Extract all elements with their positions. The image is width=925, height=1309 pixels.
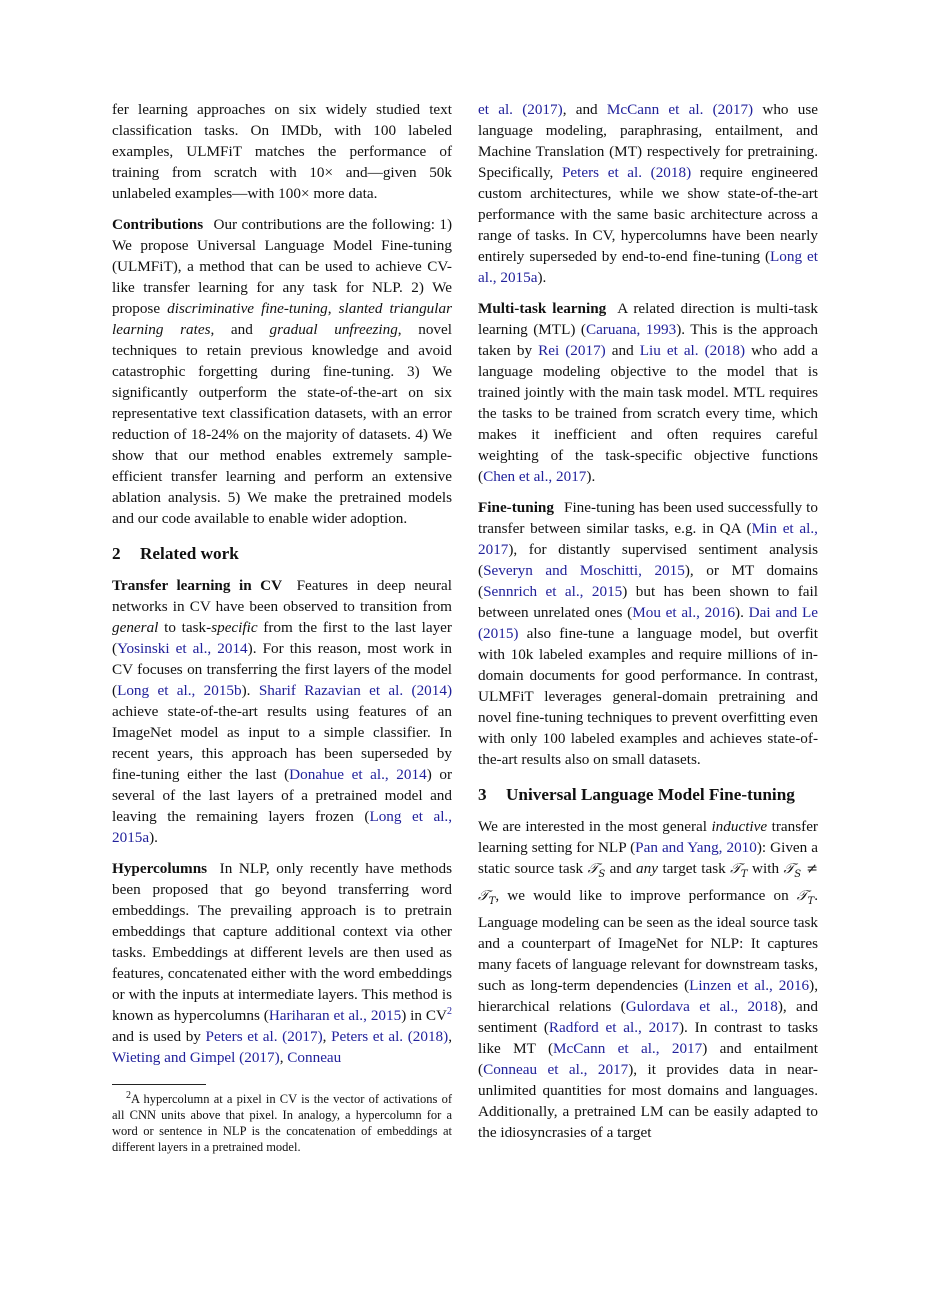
hypercolumns-paragraph [112,858,452,1068]
emphasis: slanted triangular learning rates [112,300,453,338]
text: and [605,860,637,877]
text: ) but has been shown to fail between unrelated ones ( [478,583,818,621]
text: ). For this reason, most work in CV focuses on transferring the first layers of the model ( [112,640,452,699]
citation-link[interactable]: Dai and Le (2015) [478,604,819,642]
text: ). [735,604,749,621]
citation-link[interactable]: Min et al., 2017 [478,520,818,558]
text: require engineered custom architectures, while we show state-of-the-art performance with the same basic architecture across a range of tasks. In CV, hypercolumns have been nearly entirely superseded by end-to-end fine-tuning ( [478,164,819,265]
citation-link[interactable]: Liu et al. (2018) [639,342,746,359]
text: ) and entailment ( [478,1039,818,1078]
text: and [605,342,640,359]
text: In NLP, only recently have methods been proposed that go beyond transferring word embeddings. The prevailing approach is to pretrain embeddings that capture additional context via other tasks. Embeddings at different levels are then used as features, concatenated either with the word embeddings or with the inputs at intermediate layers. This method is known as hypercolumns ( [112,860,453,1024]
section-title: Universal Language Model Fine-tuning [506,785,795,804]
text: , and [562,101,607,118]
text: A related direction is multi-task learning (MTL) ( [478,300,818,338]
citation-link[interactable]: Sennrich et al., 2015 [483,583,623,600]
text: , [327,300,339,317]
footnote-divider [112,1084,206,1085]
citation-link[interactable]: Long et al., 2015a [112,808,453,846]
text: ), and sentiment ( [478,997,818,1036]
citation-link[interactable]: Chen et al., 2017 [483,468,587,485]
citation-link[interactable]: Conneau et al., 2017 [483,1060,629,1078]
text: who use language modeling, paraphrasing, entailment, and Machine Translation (MT) respectively for pretraining. Specifically, [478,101,818,181]
emphasis: discriminative fine-tuning [167,300,328,317]
right-column [478,99,818,1143]
text: ). [537,269,547,286]
citation-link[interactable]: Yosinski et al., 2014 [117,640,248,657]
emphasis: specific [211,619,258,636]
hypercolumns-continuation-paragraph [478,99,818,288]
text: , and [210,321,270,338]
intro-tail-paragraph: fer learning approaches on six widely studied text classification tasks. On IMDb, with 100 labeled examples, ULMFiT matches the performance of training from scratch with 10× and—given 50k unlabeled examples—with 100× more data. [112,101,452,202]
citation-link[interactable]: Pan and Yang, 2010 [635,839,757,856]
fine-tuning-paragraph [478,497,818,770]
citation-link[interactable]: Severyn and Moschitti, 2015 [483,562,685,579]
math-task-source: 𝒯$_S$ [587,861,606,880]
emphasis: any [636,860,658,877]
citation-link[interactable]: et al. (2017) [478,101,563,118]
citation-link[interactable]: Donahue et al., 2014 [289,766,427,783]
transfer-learning-cv-paragraph [112,575,452,848]
text: We are interested in the most general [478,818,712,835]
citation-link[interactable]: Caruana, 1993 [585,321,677,338]
text: ). [149,829,158,846]
footnote-mark: 2 [126,1089,131,1101]
text: Fine-tuning has been used successfully to transfer between similar tasks, e.g. in QA ( [478,499,818,537]
citation-link[interactable]: Radford et al., 2017 [548,1018,679,1036]
text: ), for distantly supervised sentiment analysis ( [478,541,818,579]
emphasis: inductive [711,818,768,835]
text: achieve state-of-the-art results using features of an ImageNet model as input to a simple classifier. In recent years, this approach has been superseded by fine-tuning either the last ( [112,703,452,783]
text: transfer learning setting for NLP ( [478,818,818,856]
text: ), hierarchical relations ( [478,976,818,1015]
citation-link[interactable]: Conneau [287,1049,342,1066]
citation-link[interactable]: Sharif Razavian et al. (2014) [258,682,453,699]
text: , we would like to improve performance on [495,886,797,904]
section-3-heading [478,784,818,806]
text: to task- [158,619,212,636]
section-2-heading [112,543,452,565]
citation-link[interactable]: Peters et al. (2017) [205,1028,323,1045]
text: , novel techniques to retain previous knowledge and avoid catastrophic forgetting during fine-tuning. 3) We significantly outperform the state-of-the-art on six representative text classification datasets, with an error reduction of 18-24% on the majority of datasets. 4) We show that our method enables extremely sample-efficient transfer learning and perform an extensive ablation analysis. 5) We make the pretrained models and our code available to enable wider adoption. [112,321,452,527]
section-number: 2 [112,544,121,563]
transfer-learning-cv-heading: Transfer learning in CV [112,577,283,594]
citation-link[interactable]: Linzen et al., 2016 [689,976,810,994]
text: , [448,1028,452,1045]
footnote-2 [112,1091,452,1155]
footnote-marker-link[interactable]: 2 [447,1005,452,1017]
text: ): Given a static source task [478,839,818,877]
citation-link[interactable]: McCann et al., 2017 [553,1039,703,1057]
fine-tuning-heading: Fine-tuning [478,499,554,516]
footnote-text: A hypercolumn at a pixel in CV is the vector of activations of all CNN units above that pixel. In analogy, a hypercolumn for a word or sentence in NLP is the concatenation of embeddings at different layers in a pretrained model. [112,1092,452,1154]
text: from the first to the last layer ( [112,619,452,657]
citation-link[interactable]: Mou et al., 2016 [632,604,736,621]
text: who add a language modeling objective to the model that is trained jointly with the main task model. MTL requires the tasks to be trained from scratch every time, which makes it inefficient and often requires careful weighting of the task-specific objective functions ( [478,342,818,485]
section-number: 3 [478,785,487,804]
emphasis: gradual unfreezing [269,321,398,338]
citation-link[interactable]: Peters et al. (2018) [561,164,692,181]
contributions-heading: Contributions [112,216,204,233]
math-inequality: 𝒯$_S$ ≠ 𝒯$_T$ [478,861,818,907]
text: ). This is the approach taken by [478,321,818,359]
text: ). [586,468,596,485]
text: ). In contrast to tasks like MT ( [478,1018,818,1057]
citation-link[interactable]: Hariharan et al., 2015 [268,1007,402,1024]
left-column [112,99,452,1155]
citation-link[interactable]: Gulordava et al., 2018 [625,997,778,1015]
text: Features in deep neural networks in CV have been observed to transition from [112,577,453,615]
text: Our contributions are the following: 1) We propose Universal Language Model Fine-tuning (ULMFiT), a method that can be used to achieve CV-like transfer learning for any task for NLP. 2) We propose [112,216,452,317]
hypercolumns-heading: Hypercolumns [112,860,208,877]
citation-link[interactable]: McCann et al. (2017) [606,101,754,118]
citation-link[interactable]: Wieting and Gimpel (2017) [112,1049,280,1066]
text: ), or MT domains ( [478,562,819,600]
text: , [322,1028,332,1045]
multitask-learning-heading: Multi-task learning [478,300,607,317]
citation-link[interactable]: Peters et al. (2018) [331,1028,449,1045]
contributions-paragraph [112,214,452,529]
text: . Language modeling can be seen as the ideal source task and a counterpart of ImageNet for NLP: It captures many facets of language relevant for downstream tasks, such as long-term dependencies ( [478,886,818,994]
citation-link[interactable]: Long et al., 2015a [478,248,818,286]
text: with [747,860,784,877]
math-task-target: 𝒯$_T$ [796,887,815,907]
emphasis: general [112,619,159,636]
text: also fine-tune a language model, but overfit with 10k labeled examples and require millions of in-domain documents for good performance. In contrast, ULMFiT leverages general-domain pretraining and novel fine-tuning techniques to prevent overfitting even with only 100 labeled examples and achieves state-of-the-art results also on small datasets. [478,625,818,768]
multitask-learning-paragraph [478,298,818,487]
section-title: Related work [140,544,239,563]
text: ) or several of the last layers of a pretrained model and leaving the remaining layers frozen ( [112,766,452,825]
citation-link[interactable]: Long et al., 2015b [117,682,242,699]
text: ), it provides data in near-unlimited quantities for most domains and languages. Additionally, a pretrained LM can be easily adapted to the idiosyncrasies of a target [478,1060,818,1141]
text: ). [241,682,259,699]
ulmfit-intro-paragraph [478,816,818,1143]
text: and is used by [112,1028,206,1045]
text: ) in CV [401,1007,447,1024]
citation-link[interactable]: Rei (2017) [538,342,606,359]
text: , [279,1049,288,1066]
text: target task [657,860,731,877]
math-task-target: 𝒯$_T$ [730,861,748,880]
